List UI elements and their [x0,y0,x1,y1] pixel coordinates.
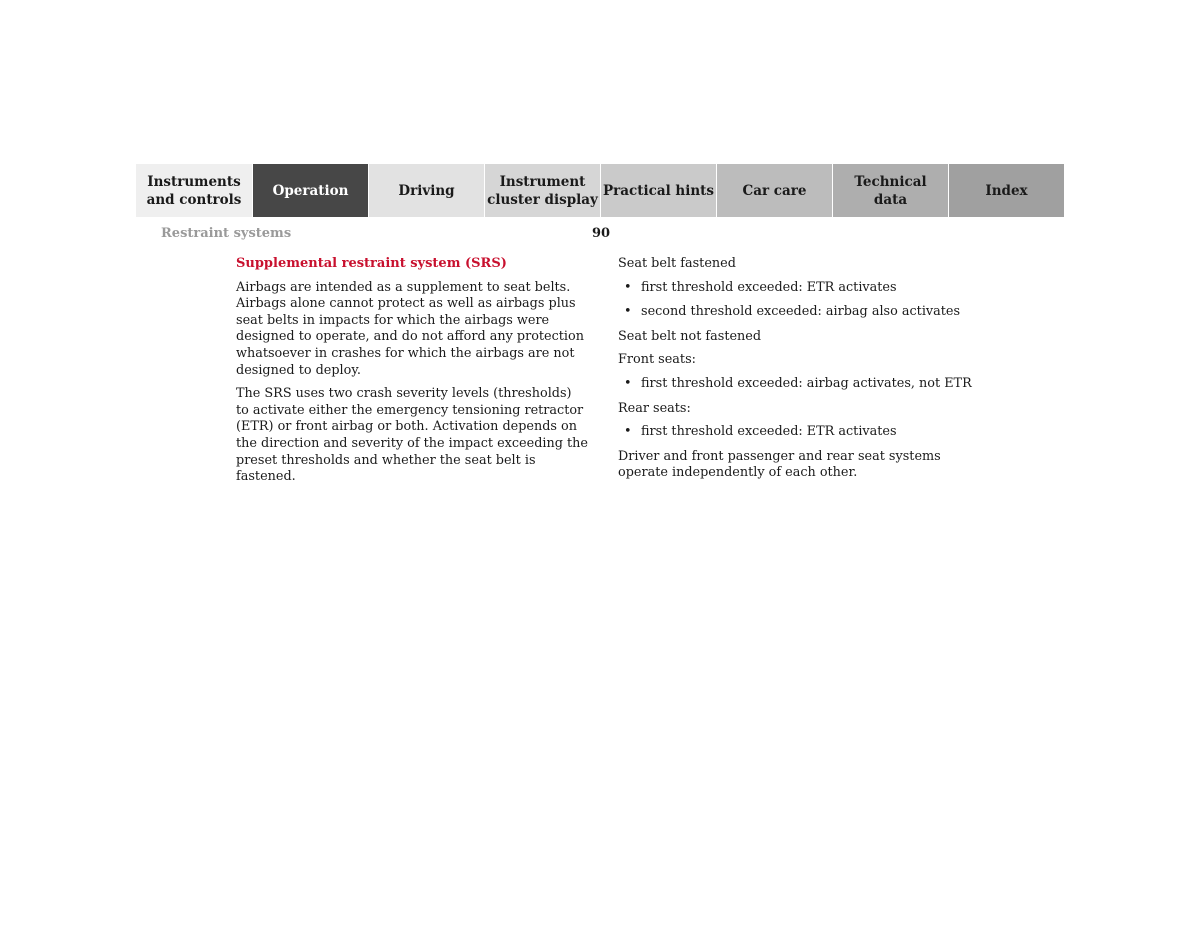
bullet-icon: • [624,375,632,391]
srs-thresholds-paragraph: The SRS uses two crash severity levels (thresholds) to activate either the emergency tensioning retractor (ETR) or front airbag or both. Activation depends on the direction and severity of the impact exceeding the preset thresholds and whether the seat belt is fastened. [236,386,588,485]
srs-heading: Supplemental restraint system (SRS) [236,256,507,271]
bullet-text: first threshold exceeded: ETR activates [641,279,897,295]
seat-belt-fastened-label: Seat belt fastened [618,256,736,271]
airbag-supplement-paragraph: Airbags are intended as a supplement to seat belts. Airbags alone cannot protect as well as airbags plus seat belts in impacts for which the airbags were designed to operate, and do not afford any protection whatsoever in crashes for which the airbags are not designed to deploy. [236,279,584,378]
page-number: 90 [592,226,611,241]
list-item [618,304,978,321]
tab-technical-data[interactable]: Technical data [832,164,948,217]
front-seats-label: Front seats: [618,352,696,368]
left-column [236,256,588,493]
rear-seats-label: Rear seats: [618,400,691,416]
independent-systems-paragraph: Driver and front passenger and rear seat systems operate independently of each other. [618,448,941,481]
bullet-text: first threshold exceeded: airbag activates, not ETR [641,375,972,391]
bullet-icon: • [624,304,632,320]
seat-belt-not-fastened-label: Seat belt not fastened [618,328,762,344]
bullet-text: second threshold exceeded: airbag also activates [641,304,961,320]
bullet-icon: • [624,424,632,440]
tab-driving[interactable]: Driving [368,164,484,217]
tab-car-care[interactable]: Car care [716,164,832,217]
section-title: Restraint systems [161,226,292,241]
tab-index[interactable]: Index [948,164,1064,217]
tab-operation[interactable]: Operation [252,164,368,217]
tab-instruments-and-controls[interactable]: Instruments and controls [136,164,252,217]
list-item [618,280,978,297]
bullet-icon: • [624,279,632,295]
list-item [618,376,978,393]
list-item [618,424,978,441]
tab-practical-hints[interactable]: Practical hints [600,164,716,217]
right-column [618,256,978,489]
tab-instrument-cluster-display[interactable]: Instrument cluster display [484,164,600,217]
bullet-text: first threshold exceeded: ETR activates [641,424,897,440]
chapter-tab-bar [136,164,1064,217]
